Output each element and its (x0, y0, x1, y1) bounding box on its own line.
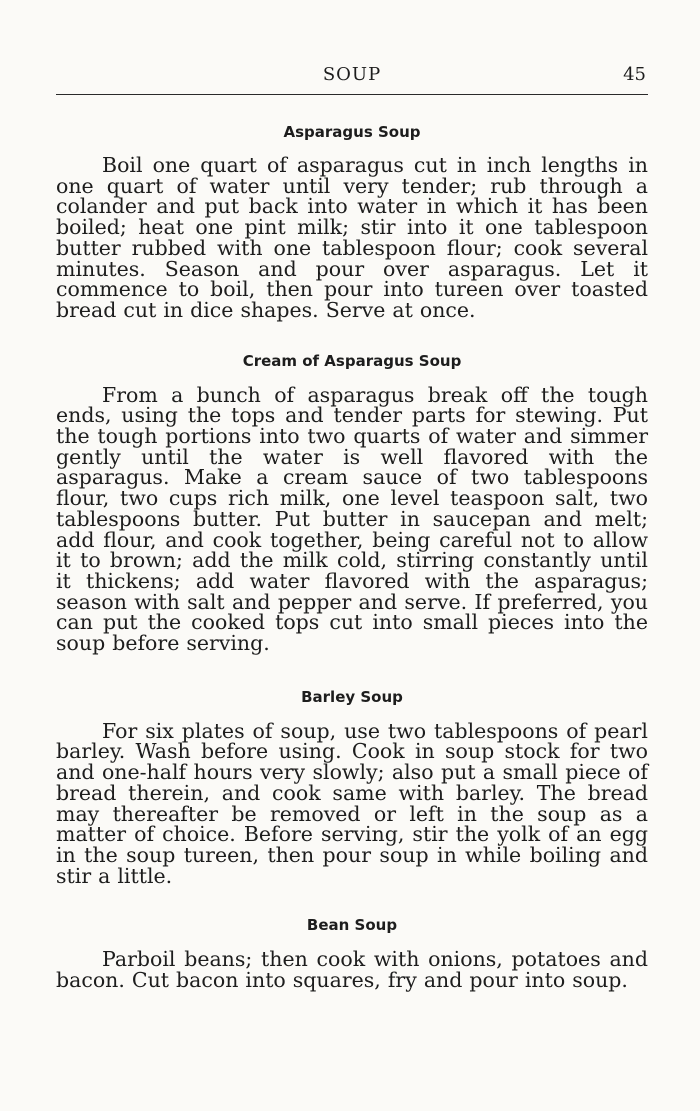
recipe-asparagus-soup (56, 123, 648, 321)
recipe-body: For six plates of soup, use two tablespoons of pearl barley. Wash before using. Cook in soup stock for two and one-half hours very slowly; also put a small piece of bread therein, and cook same with barley. The bread may thereafter be removed or left in the soup as a matter of choice. Before serving, stir the yolk of an egg in the soup tureen, then pour soup in while boiling and stir a little. (56, 718, 648, 888)
recipe-bean-soup (56, 916, 648, 993)
recipe-title: Barley Soup (301, 687, 403, 706)
recipe-cream-of-asparagus-soup (56, 352, 648, 654)
running-head (56, 64, 648, 92)
book-page (56, 64, 648, 991)
recipe-title: Cream of Asparagus Soup (242, 351, 462, 370)
recipe-body: From a bunch of asparagus break off the tough ends, using the tops and tender parts for stewing. Put the tough portions into two quarts of water and simmer gently until the water is well flavored with the asparagus. Make a cream sauce of two tablespoons flour, two cups rich milk, one level teaspoon salt, two tablespoons butter. Put butter in saucepan and melt; add flour, and cook together, being careful not to allow it to brown; add the milk cold, stirring constantly until it thickens; add water flavored with the asparagus; season with salt and pepper and serve. If preferred, you can put the cooked tops cut into small pieces into the soup before serving. (56, 382, 648, 656)
recipe-title: Asparagus Soup (283, 123, 421, 141)
header-rule (56, 94, 648, 95)
recipe-barley-soup (56, 688, 648, 887)
recipe-body: Boil one quart of asparagus cut in inch lengths in one quart of water until very tender; rub through a colander and put back into water in which it has been boiled; heat one pint milk; stir into it one tablespoon butter rubbed with one tablespoon flour; cook several minutes. Season and pour over asparagus. Let it commence to boil, then pour into tureen over toasted bread cut in dice shapes. Serve at once. (56, 153, 648, 322)
recipe-body: Parboil beans; then cook with onions, potatoes and bacon. Cut bacon into squares, fry and pour into soup. (56, 947, 648, 993)
page-number: 45 (623, 64, 646, 85)
running-title: SOUP (322, 64, 382, 85)
recipe-title: Bean Soup (306, 916, 398, 935)
